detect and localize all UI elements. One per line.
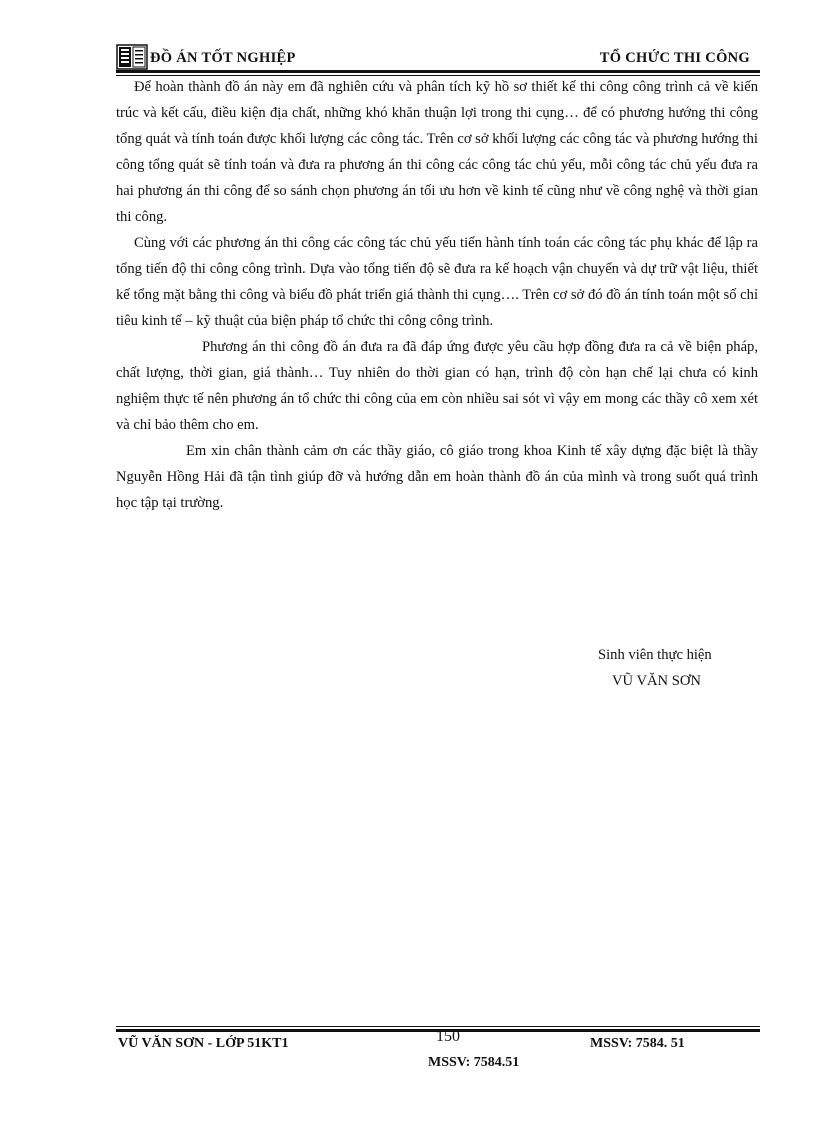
header-right-title: TỔ CHỨC THI CÔNG: [599, 50, 750, 66]
header-rule-thick: [116, 70, 760, 73]
paragraph-2: Cùng với các phương án thi công các công tác chủ yếu tiến hành tính toán các công tác phụ khác để lập ra tổng tiến độ thi công công trình. Dựa vào tổng tiến độ sẽ đưa ra kế hoạch vận chuyển và dự trữ vật liệu, thiết kế tổng mặt bằng thi công và biểu đồ phát triển giá thành thi cụng…. Trên cơ sở đó đồ án tính toán một số chỉ tiêu kinh tế – kỹ thuật của biện pháp tổ chức thi công công trình.: [116, 235, 758, 329]
book-logo-icon: [116, 44, 148, 70]
footer-rule-thin: [116, 1026, 760, 1027]
footer-mssv: MSSV: 7584. 51: [590, 1036, 685, 1051]
document-body: [116, 74, 758, 516]
page-number: 150: [436, 1028, 460, 1045]
header-left-title: ĐỒ ÁN TỐT NGHIỆP: [150, 50, 296, 66]
paragraph-1: Để hoàn thành đồ án này em đã nghiên cứu và phân tích kỹ hồ sơ thiết kế thi công công trình cả về kiến trúc và kết cấu, điều kiện địa chất, những khó khăn thuận lợi trong thi cụng… để có phương hướng thi công tổng quát và tính toán được khối lượng các công tác. Trên cơ sở khối lượng các công tác và phương hướng thi công tổng quát sẽ tính toán và đưa ra phương án thi công các công tác chủ yếu, mỗi công tác chủ yếu đưa ra hai phương án thi công để so sánh chọn phương án tối ưu hơn về kinh tế cũng như về công nghệ và thời gian thi công.: [116, 79, 758, 225]
footer-author-class: VŨ VĂN SƠN - LỚP 51KT1: [118, 1036, 289, 1051]
paragraph-4: Em xin chân thành cảm ơn các thầy giáo, cô giáo trong khoa Kinh tế xây dựng đặc biệt là thầy Nguyễn Hồng Hải đã tận tình giúp đỡ và hướng dẫn em hoàn thành đồ án của mình và trong suốt quá trình học tập tại trường.: [116, 443, 758, 511]
signature-name: VŨ VĂN SƠN: [612, 673, 701, 689]
footer-mssv-secondary: MSSV: 7584.51: [428, 1055, 520, 1070]
signature-role: Sinh viên thực hiện: [598, 647, 712, 663]
paragraph-3: Phương án thi công đồ án đưa ra đã đáp ứng được yêu cầu hợp đồng đưa ra cả về biện pháp, chất lượng, thời gian, giá thành… Tuy nhiên do thời gian có hạn, trình độ còn hạn chế lại chưa có kinh nghiệm thực tế nên phương án tổ chức thi công của em còn nhiều sai sót vì vậy em mong các thầy cô xem xét và chỉ bảo thêm cho em.: [116, 339, 758, 433]
